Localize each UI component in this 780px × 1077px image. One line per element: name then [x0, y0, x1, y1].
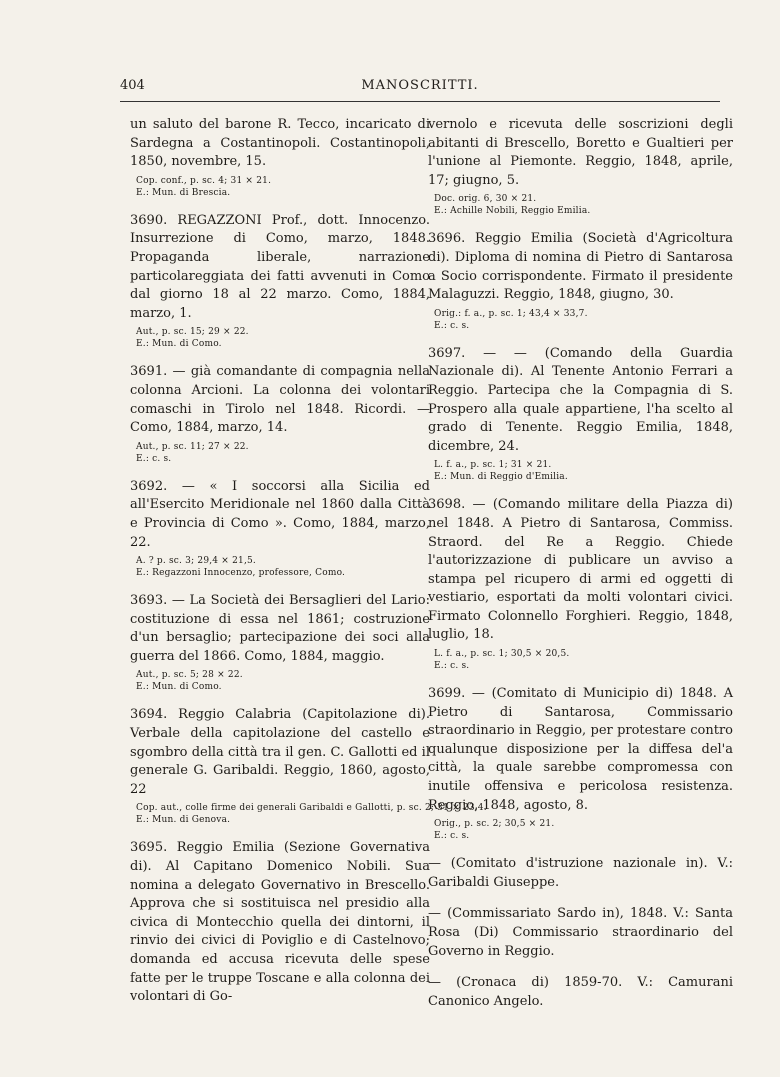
metadata-line: E.: Mun. di Como.	[136, 339, 222, 350]
metadata-line: Aut., p. sc. 5; 28 × 22.	[136, 670, 243, 681]
entry-metadata	[130, 555, 430, 579]
entry-metadata	[130, 175, 430, 199]
entry-text: 3694. Reggio Calabria (Capitolazione di). Verbale della capitolazione del castello e sgombro della città tra il gen. C. Gallotti ed il generale G. Garibaldi. Reggio, 1860, agosto, 22	[130, 707, 430, 797]
entry-text: 3690. REGAZZONI Prof., dott. Innocenzo. Insurrezione di Como, marzo, 1848. Propaganda liberale, narrazione particolareggiata dei fatti avvenuti in Como dal giorno 18 al 22 marzo. Como, 1884, marzo, 1.	[130, 212, 430, 321]
catalog-entry	[428, 685, 733, 842]
metadata-line: Aut., p. sc. 15; 29 × 22.	[136, 327, 249, 338]
catalog-entry	[130, 706, 487, 826]
catalog-entry	[428, 974, 733, 1011]
catalog-entry	[428, 230, 733, 331]
metadata-line: L. f. a., p. sc. 1; 31 × 21.	[434, 460, 552, 471]
metadata-line: E.: Regazzoni Innocenzo, professore, Como.	[136, 568, 346, 579]
page-number: 404	[120, 78, 145, 93]
catalog-entry	[428, 116, 733, 217]
metadata-line: E.: Mun. di Como.	[136, 682, 222, 693]
catalog-entry	[428, 855, 733, 892]
header-rule	[120, 101, 720, 102]
metadata-line: E.: c. s.	[136, 453, 172, 464]
entry-metadata	[428, 459, 733, 483]
metadata-line: E.: c. s.	[434, 320, 470, 331]
right-column	[428, 116, 733, 1011]
metadata-line: E.: Mun. di Reggio d'Emilia.	[434, 472, 568, 483]
metadata-line: Aut., p. sc. 11; 27 × 22.	[136, 441, 249, 452]
metadata-line: Cop. aut., colle firme dei generali Garibaldi e Gallotti, p. sc. 2; 31 × 23,4.	[136, 803, 487, 814]
entry-text: 3699. — (Comitato di Municipio di) 1848. A Pietro di Santarosa, Commissario straordinario in Reggio, per protestare contro qualunque disposizione per la diffesa del'a città, la quale sarebbe compromessa con inutile offensiva e pericolosa resistenza. Reggio, 1848, agosto, 8.	[428, 686, 733, 813]
catalog-entry	[130, 212, 430, 351]
metadata-line: Cop. conf., p. sc. 4; 31 × 21.	[136, 175, 272, 186]
entry-text: 3692. — « I soccorsi alla Sicilia ed all'Esercito Meridionale nel 1860 dalla Città e Provincia di Como ». Como, 1884, marzo, 22.	[130, 478, 430, 550]
metadata-line: Orig., p. sc. 2; 30,5 × 21.	[434, 819, 555, 830]
entry-text: — (Commissariato Sardo in), 1848. V.: Santa Rosa (Di) Commissario straordinario del Governo in Reggio.	[428, 906, 733, 959]
metadata-line: L. f. a., p. sc. 1; 30,5 × 20,5.	[434, 649, 570, 660]
entry-text: 3698. — (Comando militare della Piazza di) nel 1848. A Pietro di Santarosa, Commiss. Straord. del Re a Reggio. Chiede l'autorizzazione di publicare un avviso a stampa pel ricupero di armi ed oggetti di vestiario, esportati da molti volontari civici. Firmato Colonnello Forghieri. Reggio, 1848, luglio, 18.	[428, 497, 733, 643]
entry-text: 3693. — La Società dei Bersaglieri del Lario: costituzione di essa nel 1861; costruzione d'un bersaglio; partecipazione dei soci alla guerra del 1866. Como, 1884, maggio.	[130, 593, 430, 664]
entry-text: 3695. Reggio Emilia (Sezione Governativa di). Al Capitano Domenico Nobili. Sua nomina a delegato Governativo in Brescello. Approva che si sostituisca nel presidio alla civica di Montecchio quella dei dintorni, il rinvio dei civici di Poviglio e di Castelnovo; domanda ed accusa ricevuta delle spese fatte per le truppe Toscane e alla colonna dei volontari di Go-	[130, 840, 430, 1005]
metadata-line: E.: c. s.	[434, 831, 470, 842]
metadata-line: E.: c. s.	[434, 661, 470, 672]
metadata-line: A. ? p. sc. 3; 29,4 × 21,5.	[136, 556, 256, 567]
catalog-entry	[428, 905, 733, 961]
entry-metadata	[130, 441, 430, 465]
entry-metadata	[428, 193, 733, 217]
entry-text: 3691. — già comandante di compagnia nella colonna Arcioni. La colonna dei volontari comaschi in Tirolo nel 1848. Ricordi. — Como, 1884, marzo, 14.	[130, 364, 430, 436]
entry-text: — (Comitato d'istruzione nazionale in). V.: Garibaldi Giuseppe.	[428, 856, 733, 890]
entry-metadata	[428, 818, 733, 842]
entry-metadata	[428, 648, 733, 672]
entry-text: vernolo e ricevuta delle soscrizioni degli abitanti di Brescello, Boretto e Gualtieri per l'unione al Piemonte. Reggio, 1848, aprile, 17; giugno, 5.	[428, 117, 733, 188]
catalog-entry	[130, 839, 430, 1006]
running-title: MANOSCRITTI.	[361, 78, 479, 93]
catalog-entry	[428, 496, 733, 672]
metadata-line: E.: Achille Nobili, Reggio Emilia.	[434, 206, 591, 217]
entry-text: 3696. Reggio Emilia (Società d'Agricoltura di). Diploma di nomina di Pietro di Santarosa a Socio corrispondente. Firmato il presidente Malaguzzi. Reggio, 1848, giugno, 30.	[428, 231, 733, 303]
catalog-entry	[130, 116, 430, 199]
entry-text: — (Cronaca di) 1859-70. V.: Camurani Canonico Angelo.	[428, 975, 733, 1009]
entry-text: un saluto del barone R. Tecco, incaricato di Sardegna a Costantinopoli. Costantinopoli, 1850, novembre, 15.	[130, 117, 430, 170]
entry-metadata	[130, 326, 430, 350]
entry-metadata	[130, 669, 430, 693]
catalog-entry	[130, 478, 430, 579]
page-header	[120, 78, 720, 100]
metadata-line: Doc. orig. 6, 30 × 21.	[434, 194, 537, 205]
catalog-entry	[428, 345, 733, 484]
metadata-line: E.: Mun. di Brescia.	[136, 187, 231, 198]
catalog-entry	[130, 363, 430, 464]
metadata-line: E.: Mun. di Genova.	[136, 815, 231, 826]
entry-metadata	[428, 308, 733, 332]
catalog-entry	[130, 592, 430, 693]
entry-metadata	[130, 802, 487, 826]
entry-text: 3697. — — (Comando della Guardia Nazionale di). Al Tenente Antonio Ferrari a Reggio. Partecipa che la Compagnia di S. Prospero alla quale appartiene, l'ha scelto al grado di Tenente. Reggio Emilia, 1848, dicembre, 24.	[428, 345, 733, 454]
metadata-line: Orig.: f. a., p. sc. 1; 43,4 × 33,7.	[434, 308, 588, 319]
